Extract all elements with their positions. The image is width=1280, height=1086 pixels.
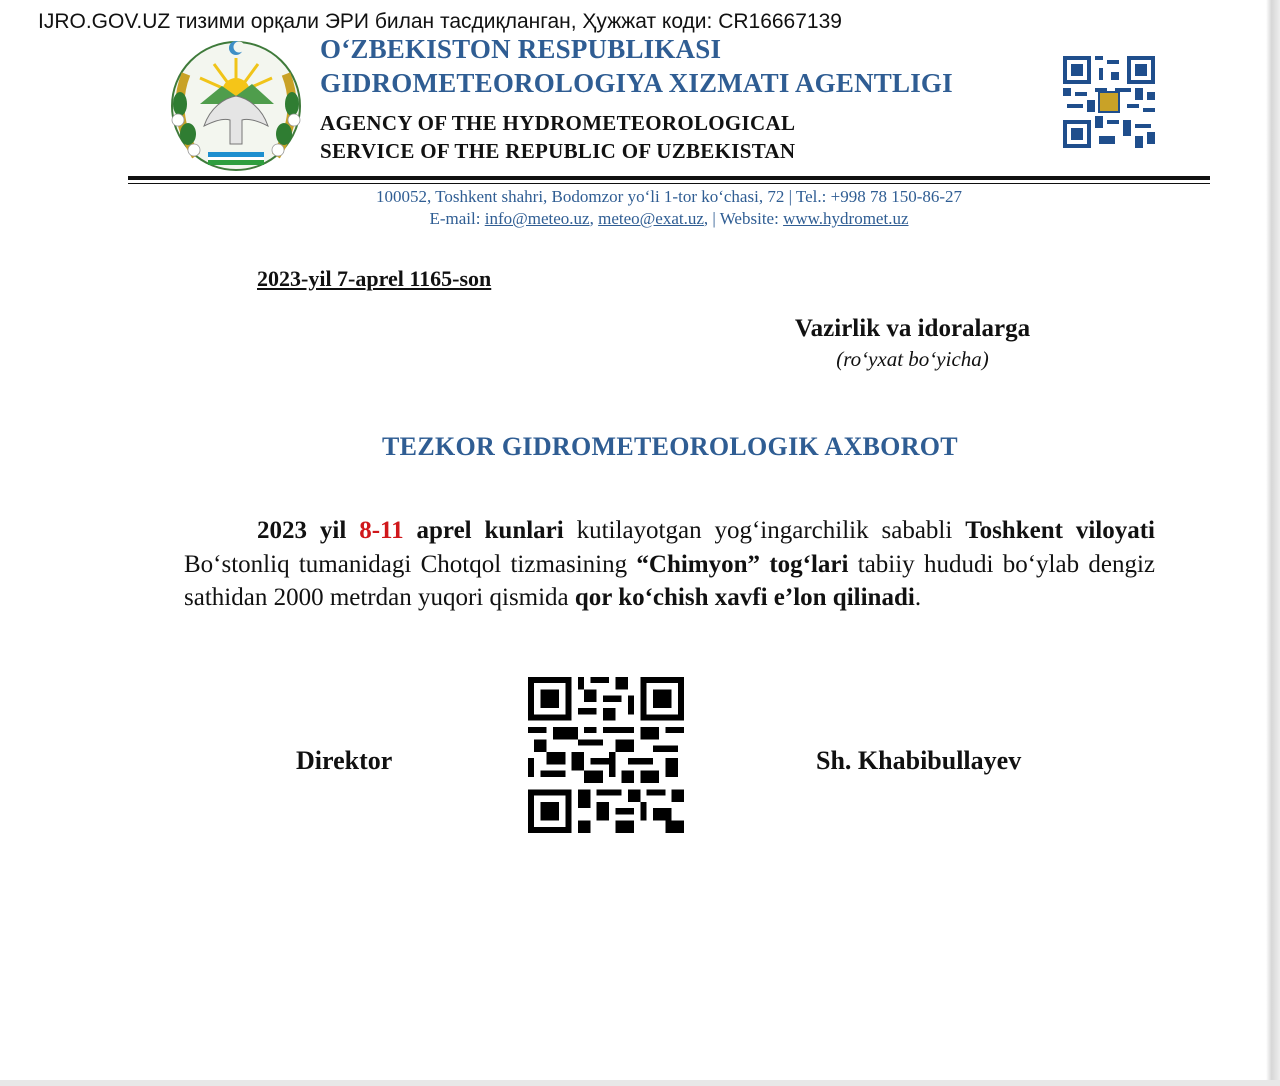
email-label: E-mail: [429,209,485,228]
email-link-info[interactable]: info@meteo.uz [484,209,590,228]
e-signature-stamp: IJRO.GOV.UZ тизими орқали ЭРИ билан тасдиқланган, Ҳужжат коди: CR16667139 [38,10,842,33]
org-en-line1: AGENCY OF THE HYDROMETEOROLOGICAL [320,111,796,135]
contact-separator: , [589,209,599,228]
page-edge-shadow [1266,0,1280,1086]
organization-name-en [320,109,795,165]
body-year: 2023 yil [257,517,360,544]
website-label: , | Website: [703,209,784,228]
body-mountains: “Chimyon” tog‘lari [636,550,849,578]
signature-qr-code-icon [528,677,684,833]
document-body [184,514,1155,615]
body-warning: qor ko‘chish xavfi e’lon qilinadi [574,584,915,611]
contact-address: 100052, Toshkent shahri, Bodomzor yo‘li 1-tor ko‘chasi, 72 | Tel.: +998 78 150-86-27 [375,187,963,206]
email-link-exat[interactable]: meteo@exat.uz [598,209,704,228]
signer-name: Sh. Khabibullayev [816,746,1022,775]
organization-name-uz [320,32,953,100]
document-number: 2023-yil 7-aprel 1165-son [257,266,492,291]
body-month: aprel kunlari [403,517,564,544]
body-reason: kutilayotgan yog‘ingarchilik sababli [563,517,966,544]
uzbekistan-state-emblem-icon [164,34,308,174]
addressee-note: (ro‘yxat bo‘yicha) [836,347,989,371]
body-area: tabiiy hududi bo‘ylab dengiz sathidan 2000 metrdan yuqori qismida [184,550,1155,611]
org-uz-line2: GIDROMETEOROLOGIYA XIZMATI AGENTLIGI [320,68,953,98]
page-bottom-edge [0,1080,1280,1086]
signer-role: Direktor [296,746,393,775]
org-en-line2: SERVICE OF THE REPUBLIC OF UZBEKISTAN [320,139,796,163]
addressee: Vazirlik va idoralarga [794,315,1031,342]
body-dates: 8-11 [359,517,404,544]
body-period: . [914,584,922,611]
header-divider-thick [128,176,1210,180]
body-region: Toshkent viloyati [965,517,1155,544]
org-uz-line1: O‘ZBEKISTON RESPUBLIKASI [320,34,722,64]
qr-code-icon [1063,56,1155,148]
header-divider-thin [128,183,1210,184]
addressee-block [760,313,1065,373]
body-district: Bo‘stonliq tumanidagi Chotqol tizmasining [184,550,637,578]
website-link[interactable]: www.hydromet.uz [783,209,909,228]
contact-links [128,208,1210,230]
document-title: TEZKOR GIDROMETEOROLOGIK AXBOROT [382,432,958,461]
